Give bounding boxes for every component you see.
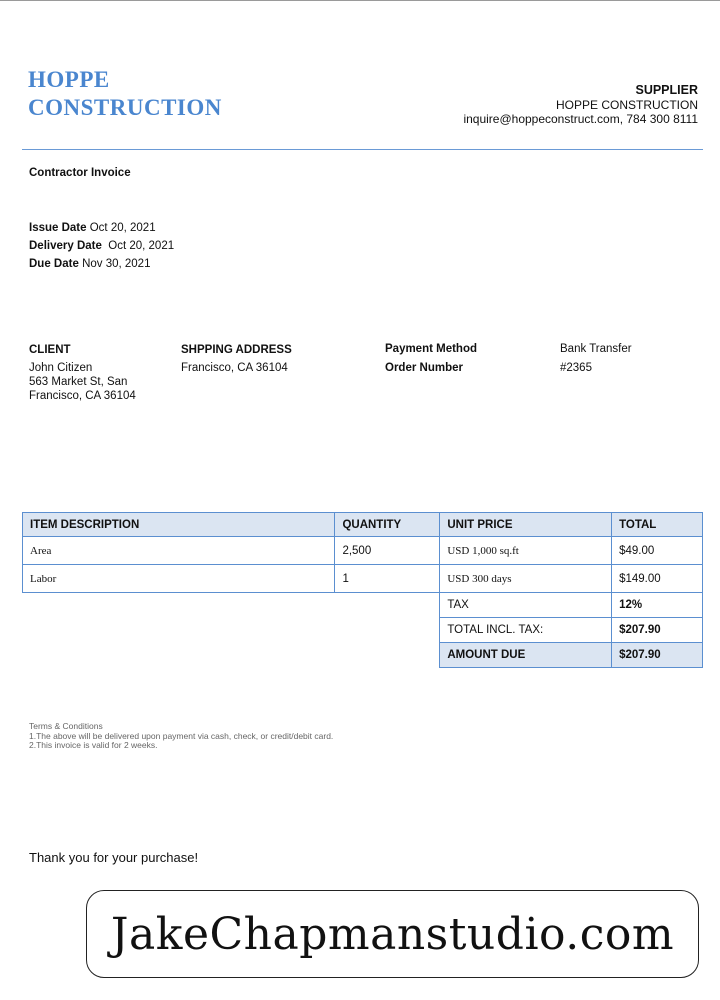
company-logo — [28, 66, 222, 122]
item-description: Area — [23, 537, 335, 565]
delivery-date-value: Oct 20, 2021 — [108, 240, 175, 252]
payment-values — [560, 340, 700, 378]
tax-row — [23, 593, 703, 618]
supplier-contact: inquire@hoppeconstruct.com, 784 300 8111 — [463, 112, 698, 126]
terms-block — [29, 722, 333, 751]
amount-due-value: $207.90 — [612, 643, 703, 668]
client-address-1: 563 Market St, San — [29, 376, 128, 388]
supplier-heading: SUPPLIER — [635, 83, 698, 97]
thank-you-message: Thank you for your purchase! — [29, 850, 199, 865]
order-number-label: Order Number — [385, 362, 463, 374]
dates-block — [29, 219, 174, 273]
due-date-label: Due Date — [29, 258, 79, 270]
terms-heading: Terms & Conditions — [29, 721, 103, 731]
supplier-block — [463, 83, 698, 127]
supplier-name: HOPPE CONSTRUCTION — [555, 97, 698, 112]
items-table — [22, 512, 703, 668]
client-block — [29, 343, 159, 403]
delivery-date-label: Delivery Date — [29, 240, 102, 252]
total-incl-tax-row — [23, 618, 703, 643]
item-description: Labor — [23, 565, 335, 593]
client-heading: CLIENT — [29, 344, 71, 356]
table-row — [23, 565, 703, 593]
header-item-description: ITEM DESCRIPTION — [23, 513, 335, 537]
delivery-date-row — [29, 237, 174, 255]
logo-line-2: CONSTRUCTION — [28, 95, 222, 120]
issue-date-label: Issue Date — [29, 222, 87, 234]
shipping-heading: SHPPING ADDRESS — [181, 344, 292, 356]
item-total: $149.00 — [612, 565, 703, 593]
item-unit-price: USD 300 days — [440, 565, 612, 593]
item-unit-price: USD 1,000 sq.ft — [440, 537, 612, 565]
due-date-value: Nov 30, 2021 — [82, 258, 151, 270]
due-date-row — [29, 255, 174, 273]
tax-value: 12% — [612, 593, 703, 618]
header-total: TOTAL — [612, 513, 703, 537]
payment-labels — [385, 340, 535, 378]
amount-due-row — [23, 643, 703, 668]
item-quantity: 1 — [335, 565, 440, 593]
terms-line-1: 1.The above will be delivered upon payment via cash, check, or credit/debit card. — [29, 730, 334, 741]
top-border — [0, 0, 720, 1]
shipping-block — [181, 343, 341, 375]
order-number-value: #2365 — [560, 362, 592, 374]
tax-label: TAX — [440, 593, 612, 618]
table-header-row — [23, 513, 703, 537]
document-title: Contractor Invoice — [29, 167, 131, 179]
payment-method-value: Bank Transfer — [560, 343, 632, 355]
terms-line-2: 2.This invoice is valid for 2 weeks. — [29, 740, 158, 750]
client-name: John Citizen — [29, 362, 93, 374]
logo-line-1: HOPPE — [28, 67, 110, 92]
table-row — [23, 537, 703, 565]
item-total: $49.00 — [612, 537, 703, 565]
client-address-2: Francisco, CA 36104 — [29, 390, 136, 402]
total-incl-tax-label: TOTAL INCL. TAX: — [440, 618, 612, 643]
item-quantity: 2,500 — [335, 537, 440, 565]
shipping-value: Francisco, CA 36104 — [181, 362, 288, 374]
header-divider — [22, 149, 703, 150]
total-incl-tax-value: $207.90 — [612, 618, 703, 643]
issue-date-value: Oct 20, 2021 — [89, 222, 156, 234]
header-quantity: QUANTITY — [335, 513, 440, 537]
watermark-banner: JakeChapmanstudio.com — [86, 890, 699, 978]
header-unit-price: UNIT PRICE — [440, 513, 612, 537]
issue-date-row — [29, 219, 174, 237]
payment-method-label: Payment Method — [385, 343, 478, 355]
amount-due-label: AMOUNT DUE — [440, 643, 612, 668]
